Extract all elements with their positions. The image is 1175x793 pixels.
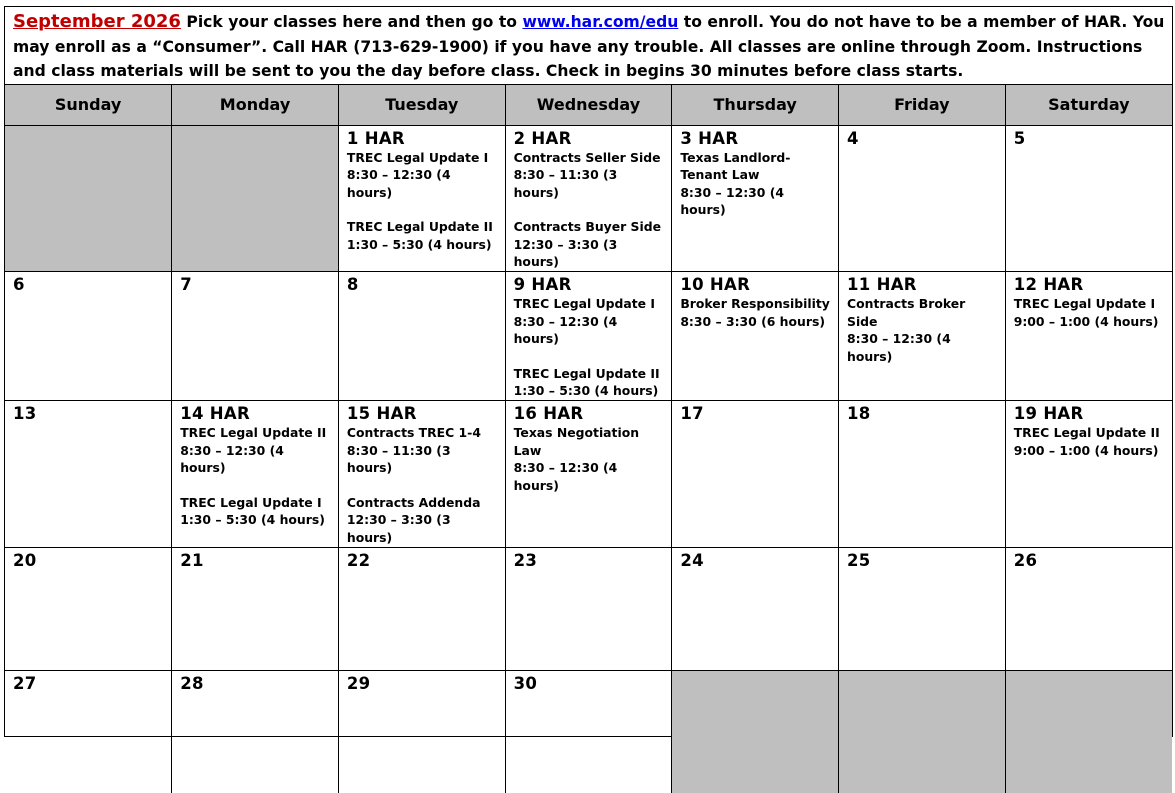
day-cell bbox=[338, 547, 505, 670]
day-number: 5 bbox=[1013, 128, 1026, 148]
class-time: 1:30 – 5:30 (4 hours) bbox=[180, 512, 325, 528]
day-number: 28 bbox=[180, 673, 204, 693]
calendar-week-row bbox=[5, 125, 1172, 272]
class-name: Texas Landlord- Tenant Law bbox=[680, 149, 791, 183]
class-name: TREC Legal Update II bbox=[180, 425, 327, 441]
weeks-body bbox=[5, 125, 1172, 793]
empty-day-cell bbox=[172, 125, 339, 272]
class-time: 12:30 – 3:30 (3 hours) bbox=[513, 236, 618, 270]
month-title: September 2026 bbox=[13, 11, 181, 32]
day-cell bbox=[172, 670, 339, 793]
header-intro: Pick your classes here and then go to bbox=[180, 13, 523, 31]
class-time: 8:30 – 11:30 (3 hours) bbox=[513, 167, 618, 200]
class-name: TREC Legal Update I bbox=[1013, 296, 1156, 312]
day-number: 3 HAR bbox=[680, 128, 739, 148]
class-time: 8:30 – 12:30 (4 hours) bbox=[346, 167, 451, 200]
calendar-week-row bbox=[5, 272, 1172, 401]
class-time: 8:30 – 12:30 (4 hours) bbox=[180, 442, 284, 476]
day-cell bbox=[1005, 272, 1172, 401]
class-time: 1:30 – 5:30 (4 hours) bbox=[346, 236, 492, 252]
class-name: TREC Legal Update I bbox=[513, 296, 655, 312]
day-cell bbox=[1005, 125, 1172, 272]
day-number: 2 HAR bbox=[513, 128, 572, 148]
class-time: 9:00 – 1:00 (4 hours) bbox=[1013, 313, 1159, 329]
class-name: TREC Legal Update II bbox=[1013, 425, 1160, 441]
class-time: 8:30 – 12:30 (4 hours) bbox=[513, 460, 618, 493]
day-cell bbox=[172, 272, 339, 401]
day-cell bbox=[172, 401, 339, 548]
day-cell bbox=[839, 272, 1006, 401]
weekday-header: Tuesday bbox=[338, 85, 505, 125]
calendar-week-row bbox=[5, 401, 1172, 548]
class-spacer bbox=[347, 477, 499, 494]
day-cell bbox=[672, 125, 839, 272]
day-number: 23 bbox=[513, 550, 538, 570]
empty-day-cell bbox=[672, 670, 839, 793]
class-spacer bbox=[347, 201, 499, 218]
day-number: 21 bbox=[180, 550, 204, 570]
weekday-header: Saturday bbox=[1005, 85, 1172, 125]
weekday-header: Friday bbox=[839, 85, 1006, 125]
day-number: 9 HAR bbox=[513, 275, 572, 295]
day-cell bbox=[839, 125, 1006, 272]
empty-day-cell bbox=[839, 670, 1006, 793]
class-time: 8:30 – 3:30 (6 hours) bbox=[680, 313, 825, 329]
class-time: 12:30 – 3:30 (3 hours) bbox=[346, 512, 451, 545]
class-time: 8:30 – 12:30 (4 hours) bbox=[513, 313, 618, 347]
class-name: TREC Legal Update I bbox=[180, 494, 322, 510]
day-number: 6 bbox=[13, 275, 25, 295]
class-spacer bbox=[180, 477, 332, 494]
class-name: Contracts TREC 1-4 bbox=[346, 425, 481, 441]
day-cell bbox=[5, 272, 172, 401]
day-cell bbox=[672, 272, 839, 401]
day-number: 25 bbox=[847, 550, 871, 570]
day-cell bbox=[338, 401, 505, 548]
class-spacer bbox=[514, 201, 666, 218]
day-number: 29 bbox=[346, 673, 371, 693]
day-cell bbox=[338, 670, 505, 793]
weekday-header: Monday bbox=[172, 85, 339, 125]
calendar-header bbox=[5, 7, 1172, 85]
day-number: 27 bbox=[13, 673, 37, 693]
day-cell bbox=[1005, 547, 1172, 670]
day-cell bbox=[5, 547, 172, 670]
day-number: 14 HAR bbox=[180, 404, 250, 424]
empty-day-cell bbox=[1005, 670, 1172, 793]
class-name: Broker Responsibility bbox=[680, 296, 830, 312]
day-cell bbox=[1005, 401, 1172, 548]
class-time: 8:30 – 12:30 (4 hours) bbox=[680, 184, 784, 218]
class-name: TREC Legal Update II bbox=[346, 219, 493, 235]
class-name: TREC Legal Update II bbox=[513, 365, 660, 381]
calendar-week-row bbox=[5, 670, 1172, 793]
day-cell bbox=[672, 547, 839, 670]
day-number: 12 HAR bbox=[1013, 275, 1084, 295]
day-number: 4 bbox=[847, 128, 859, 148]
day-cell bbox=[172, 547, 339, 670]
weekday-header: Wednesday bbox=[505, 85, 672, 125]
day-number: 10 HAR bbox=[680, 275, 751, 295]
class-name: Contracts Buyer Side bbox=[513, 219, 662, 235]
day-number: 17 bbox=[680, 404, 704, 424]
day-cell bbox=[505, 670, 672, 793]
day-cell bbox=[5, 401, 172, 548]
day-number: 7 bbox=[180, 275, 192, 295]
day-cell bbox=[5, 670, 172, 793]
weekday-header: Sunday bbox=[5, 85, 172, 125]
day-number: 1 HAR bbox=[346, 128, 405, 148]
class-time: 8:30 – 12:30 (4 hours) bbox=[847, 331, 951, 364]
day-number: 15 HAR bbox=[346, 404, 417, 424]
day-cell bbox=[338, 272, 505, 401]
calendar-week-row bbox=[5, 547, 1172, 670]
empty-day-cell bbox=[5, 125, 172, 272]
day-cell bbox=[505, 547, 672, 670]
class-name: TREC Legal Update I bbox=[346, 149, 489, 165]
day-number: 22 bbox=[346, 550, 371, 570]
enroll-link[interactable]: www.har.com/edu bbox=[522, 13, 679, 31]
header-instructions: to enroll. You do not have to be a member of HAR. You may enroll as a “Consumer”. Call HAR (713-629-1900) if you have any trouble. All classes are online through Zoom. Instructions and class materials will be sent to you the day before class. Check in begins 30 minutes before class starts. bbox=[13, 13, 1165, 80]
class-name: Contracts Addenda bbox=[346, 494, 481, 510]
day-number: 8 bbox=[346, 275, 359, 295]
class-name: Texas Negotiation Law bbox=[513, 425, 640, 458]
calendar-page bbox=[4, 6, 1173, 737]
day-cell bbox=[672, 401, 839, 548]
day-number: 11 HAR bbox=[847, 275, 917, 295]
day-number: 18 bbox=[847, 404, 871, 424]
day-cell bbox=[839, 401, 1006, 548]
day-number: 16 HAR bbox=[513, 404, 584, 424]
day-cell bbox=[839, 547, 1006, 670]
day-number: 20 bbox=[13, 550, 37, 570]
day-number: 13 bbox=[13, 404, 37, 424]
weekday-header-row bbox=[5, 85, 1172, 125]
class-name: Contracts Broker Side bbox=[847, 296, 966, 329]
day-number: 26 bbox=[1013, 550, 1038, 570]
day-number: 19 HAR bbox=[1013, 404, 1084, 424]
class-spacer bbox=[514, 348, 666, 365]
day-number: 24 bbox=[680, 550, 704, 570]
class-time: 1:30 – 5:30 (4 hours) bbox=[513, 383, 659, 399]
calendar-grid bbox=[5, 85, 1172, 793]
weekday-header: Thursday bbox=[672, 85, 839, 125]
day-cell bbox=[505, 272, 672, 401]
class-name: Contracts Seller Side bbox=[513, 149, 661, 165]
day-cell bbox=[338, 125, 505, 272]
day-cell bbox=[505, 401, 672, 548]
day-cell bbox=[505, 125, 672, 272]
class-time: 8:30 – 11:30 (3 hours) bbox=[346, 442, 451, 476]
class-time: 9:00 – 1:00 (4 hours) bbox=[1013, 442, 1159, 458]
day-number: 30 bbox=[513, 673, 538, 693]
